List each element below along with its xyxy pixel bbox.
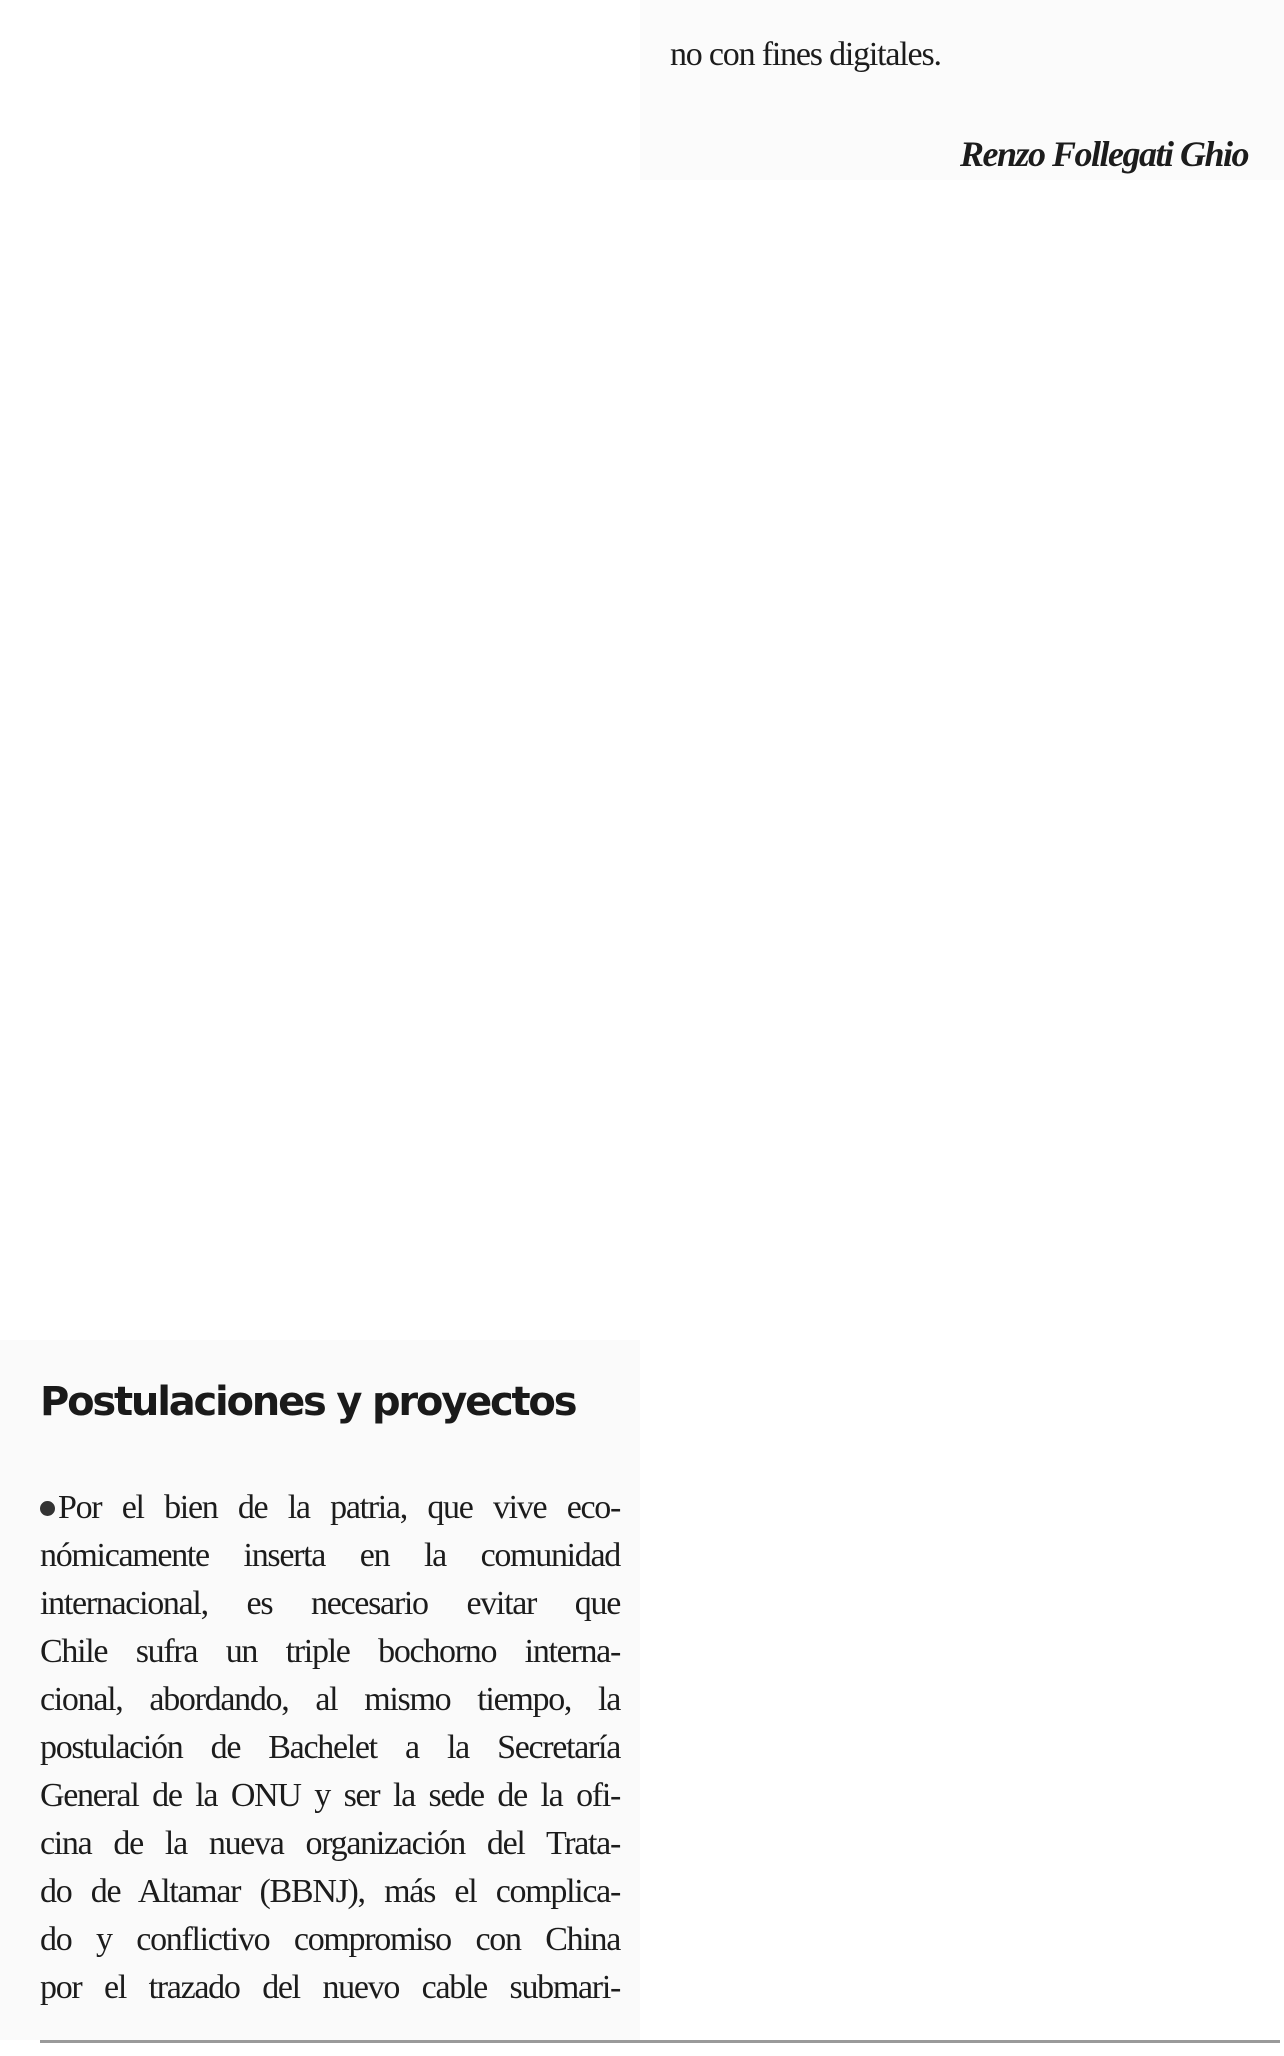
letter-line: nómicamente inserta en la comunidad [40, 1537, 620, 1574]
letter-line: Chile sufra un triple bochorno interna- [40, 1633, 620, 1670]
previous-letter-closing-line: no con fines digitales. [670, 36, 941, 73]
letter-line: cina de la nueva organización del Trata- [40, 1825, 620, 1862]
letter-heading: Postulaciones y proyectos [40, 1379, 576, 1425]
letter-line: do y conflictivo compromiso con China [40, 1921, 620, 1958]
letter-line: do de Altamar (BBNJ), más el complica- [40, 1873, 620, 1910]
letter-line: cional, abordando, al mismo tiempo, la [40, 1681, 620, 1718]
letter-line: internacional, es necesario evitar que [40, 1585, 620, 1622]
letter-line: General de la ONU y ser la sede de la ofi- [40, 1777, 620, 1814]
bullet-dot-icon [40, 1501, 55, 1516]
letter-line-text: Por el bien de la patria, que vive eco- [58, 1489, 620, 1526]
letter-line: por el trazado del nuevo cable submari- [40, 1969, 620, 2006]
column-divider-rule [40, 2040, 1280, 2043]
letter-body [40, 1484, 620, 2012]
letter-line [40, 1484, 620, 1532]
previous-letter-signature: Renzo Follegati Ghio [959, 134, 1248, 174]
letter-line: postulación de Bachelet a la Secretaría [40, 1729, 620, 1766]
